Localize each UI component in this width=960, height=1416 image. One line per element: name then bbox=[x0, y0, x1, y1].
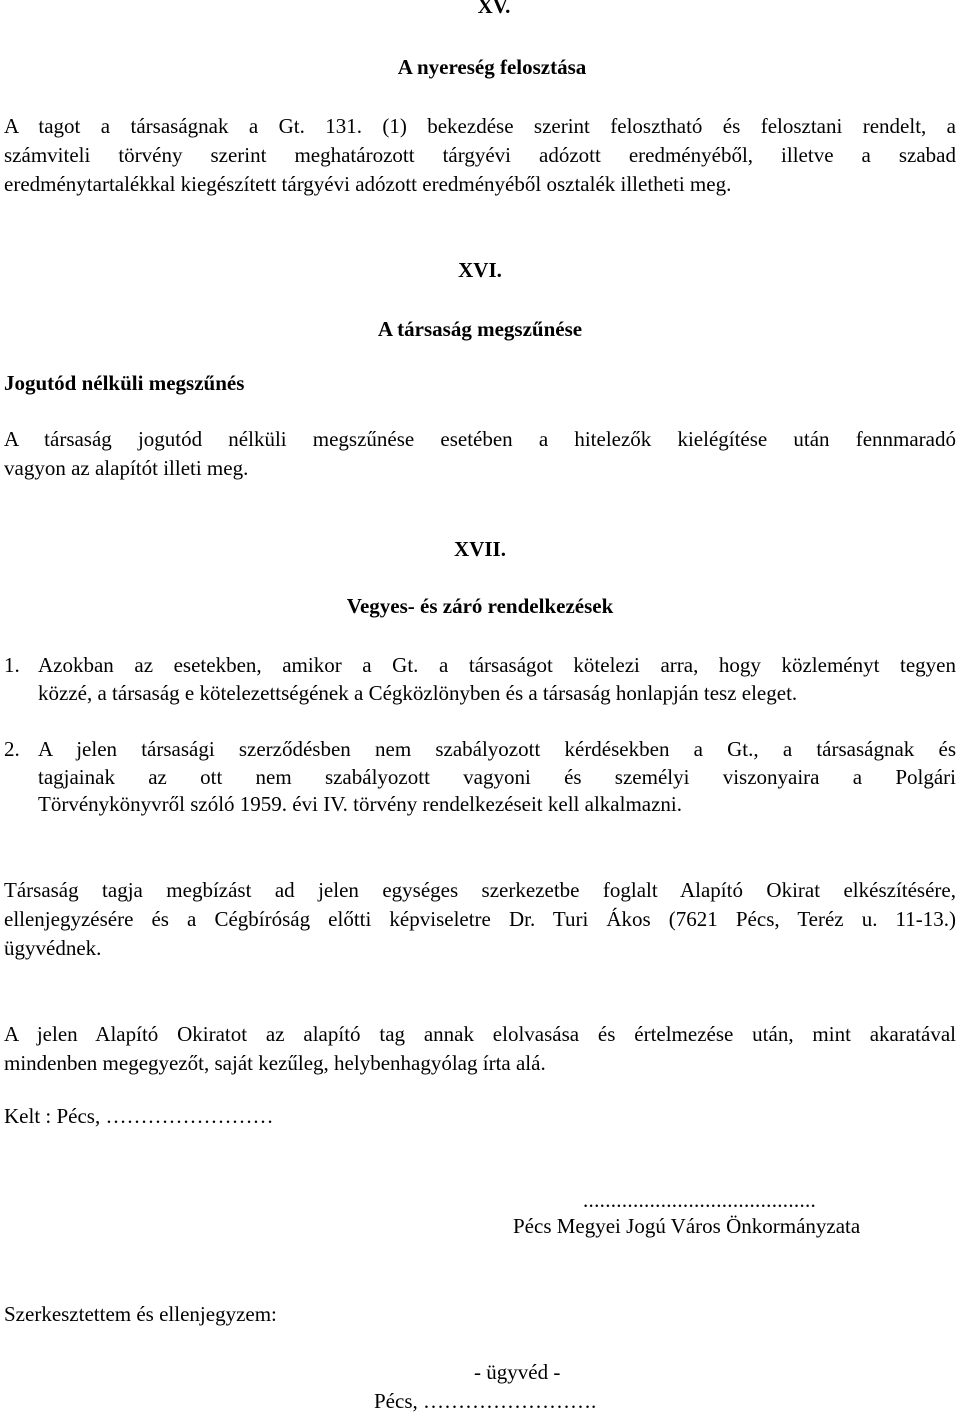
section-xvi-subtitle: Jogutód nélküli megszűnés bbox=[4, 371, 245, 395]
paragraph-line: vagyon az alapítót illeti meg. bbox=[4, 456, 249, 480]
paragraph-line: A társaság jogutód nélküli megszűnése esetében a hitelezők kielégítése után fennmaradó bbox=[4, 427, 956, 451]
section-xv-title: A nyereség felosztása bbox=[397, 55, 587, 79]
section-xvi-paragraph bbox=[4, 425, 956, 483]
paragraph-line: eredménytartalékkal kiegészített tárgyévi adózott eredményéből osztalék illetheti meg. bbox=[4, 172, 732, 196]
section-xv-number: XV. bbox=[477, 0, 511, 18]
signature-name: Pécs Megyei Jogú Város Önkormányzata bbox=[513, 1214, 861, 1238]
list-item bbox=[4, 652, 956, 707]
countersign-label: Szerkesztettem és ellenjegyzem: bbox=[4, 1302, 277, 1326]
signing-paragraph bbox=[4, 1020, 956, 1078]
paragraph-line: ügyvédnek. bbox=[4, 936, 102, 960]
list-item bbox=[4, 736, 956, 819]
paragraph-line: Társaság tagja megbízást ad jelen egységes szerkezetbe foglalt Alapító Okirat elkészítésére, bbox=[4, 878, 956, 902]
paragraph-line: A jelen Alapító Okiratot az alapító tag annak elolvasása és értelmezése után, mint akaratával bbox=[4, 1022, 956, 1046]
list-item-line: Törvénykönyvről szóló 1959. évi IV. törvény rendelkezéseit kell alkalmazni. bbox=[38, 792, 683, 816]
list-item-number: 1. bbox=[4, 653, 20, 677]
list-item-number: 2. bbox=[4, 737, 20, 761]
list-item-line: A jelen társasági szerződésben nem szabályozott kérdésekben a Gt., a társaságnak és bbox=[38, 737, 956, 761]
paragraph-line: számviteli törvény szerint meghatározott tárgyévi adózott eredményéből, illetve a szabad bbox=[4, 143, 956, 167]
paragraph-line: A tagot a társaságnak a Gt. 131. (1) bekezdése szerint felosztható és felosztani rendelt, a bbox=[4, 114, 956, 138]
list-item-line: Azokban az esetekben, amikor a Gt. a társaságot kötelezi arra, hogy közleményt tegyen bbox=[38, 653, 956, 677]
list-item-line: közzé, a társaság e kötelezettségének a Cégközlönyben és a társaság honlapján tesz eleget. bbox=[38, 680, 798, 705]
section-xvi-title: A társaság megszűnése bbox=[377, 317, 583, 341]
list-item-line: tagjainak az ott nem szabályozott vagyoni és személyi viszonyaira a Polgári bbox=[38, 764, 956, 789]
lawyer-role: - ügyvéd - bbox=[474, 1360, 561, 1384]
signature-dots: .......................................... bbox=[583, 1188, 817, 1212]
section-xvi-number: XVI. bbox=[458, 258, 502, 282]
paragraph-line: ellenjegyzésére és a Cégbíróság előtti képviseletre Dr. Turi Ákos (7621 Pécs, Teréz u. 11-13.) bbox=[4, 907, 956, 931]
mandate-paragraph bbox=[4, 876, 956, 963]
countersign-place: Pécs, ……………………. bbox=[374, 1389, 597, 1413]
section-xvii-number: XVII. bbox=[454, 537, 506, 561]
paragraph-line: mindenben megegyezőt, saját kezűleg, helybenhagyólag írta alá. bbox=[4, 1051, 546, 1075]
section-xvii-title: Vegyes- és záró rendelkezések bbox=[346, 594, 614, 618]
section-xv-paragraph bbox=[4, 112, 956, 199]
place-date-line: Kelt : Pécs, …………………… bbox=[4, 1104, 274, 1128]
